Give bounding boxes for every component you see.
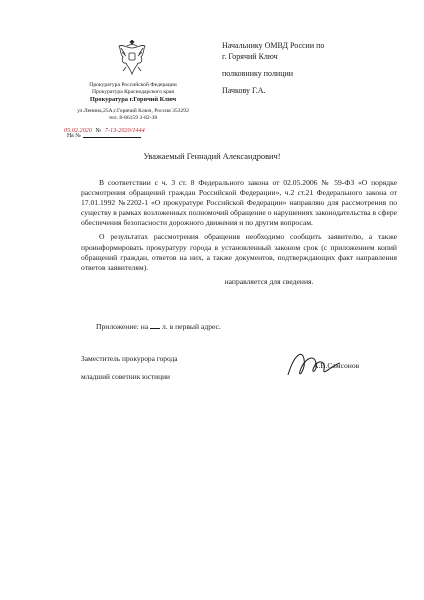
org-phone: тел. 8-86159 3-82-38 <box>108 114 158 121</box>
appendix-suffix: л. в первый адрес. <box>162 322 221 331</box>
appendix-prefix: Приложение: на <box>96 322 149 331</box>
appendix-blank <box>150 328 160 329</box>
body-paragraph-2: О результатах рассмотрения обращения необходимо сообщить заявителю, а также проинформировать прокуратуру города в установленный законом срок (с приложением копий обращений граждан, ответов на них, а также документов, подтверждающих факт направления ответов заявителям). <box>81 232 397 272</box>
org-address: ул.Ленина,25А,г.Горячий Ключ, Россия 353292 <box>77 107 189 114</box>
addressee-line-4: Пачкову Г.А. <box>222 86 266 95</box>
addressee-block <box>222 40 407 96</box>
letter-body <box>81 178 397 287</box>
body-paragraph-1: В соответствии с ч. 3 ст. 8 Федерального закона от 02.05.2006 № 59-ФЗ «О порядке рассмотрения обращений граждан Российской Федерации», ч.2 ст.21 Федерального закона от 17.01.1992 №2202-1 «О прокуратуре Российской Федерации» направляю для рассмотрения по существу в рамках возложенных полномочий обращение о нарушениях законодательства в сфере обеспечения безопасности дорожного движения и по другим вопросам. <box>81 178 397 228</box>
coat-of-arms-emblem <box>117 40 147 76</box>
handwritten-number: 7-13-2020/1444 <box>104 127 145 134</box>
signer-title-1: Заместитель прокурора города <box>81 354 178 363</box>
org-name: Прокуратура г.Горячий Ключ <box>89 96 177 104</box>
addressee-line-1: Начальнику ОМВД России по <box>222 41 325 50</box>
signer-title-2: младший советник юстиции <box>81 372 170 381</box>
org-line-2: Прокуратура Краснодарского края <box>92 89 174 96</box>
handwritten-date: 05.02.2020 <box>64 127 92 134</box>
body-paragraph-3: направляется для сведения. <box>224 276 314 286</box>
reference-label: На № <box>67 133 81 139</box>
greeting: Уважаемый Геннадий Александрович! <box>143 152 281 161</box>
signature-titles <box>81 350 178 386</box>
addressee-line-3: полковнику полиции <box>222 69 294 78</box>
org-line-1: Прокуратура Российской Федерации <box>89 82 177 88</box>
sender-header <box>58 82 208 122</box>
reference-blank <box>83 137 141 138</box>
addressee-line-2: г. Горячий Ключ <box>222 52 278 61</box>
signer-name: А.В.Самсонов <box>313 361 360 370</box>
reference-line <box>67 133 141 139</box>
number-sign: № <box>95 127 102 134</box>
appendix-line <box>96 322 221 331</box>
